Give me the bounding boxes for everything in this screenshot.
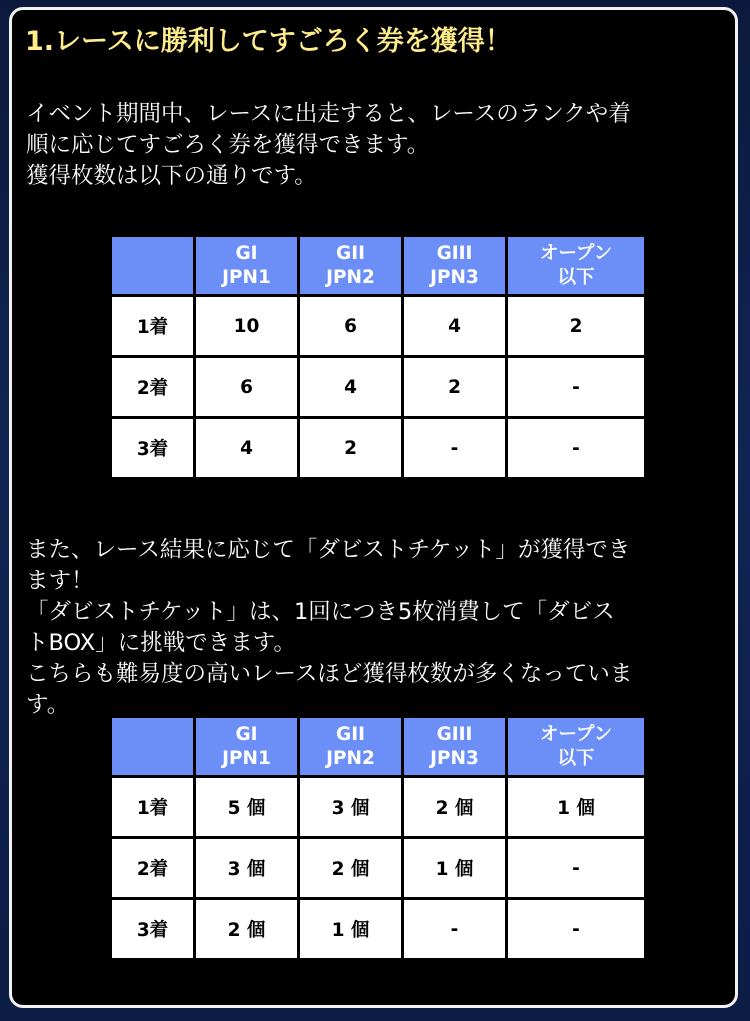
value-cell: 4 xyxy=(195,418,299,479)
place-cell: 2着 xyxy=(111,838,195,899)
place-cell: 3着 xyxy=(111,899,195,960)
place-cell: 3着 xyxy=(111,418,195,479)
header-grade-g3: GIII JPN3 xyxy=(403,236,507,296)
intro-paragraph xyxy=(26,99,631,192)
section-title: 1.レースに勝利してすごろく券を獲得！ xyxy=(25,26,512,57)
ticket-line: こちらも難易度の高いレースほど獲得枚数が多くなっていま xyxy=(26,661,633,687)
header-grade-open: オープン 以下 xyxy=(507,717,646,777)
place-cell: 1着 xyxy=(111,296,195,357)
header-grade-g3: GIII JPN3 xyxy=(403,717,507,777)
value-cell: - xyxy=(507,899,646,960)
table-header-row xyxy=(111,717,646,777)
intro-line: イベント期間中、レースに出走すると、レースのランクや着 xyxy=(26,101,631,127)
dabist-ticket-table xyxy=(109,715,647,961)
event-info-panel xyxy=(9,7,738,1008)
value-cell: 10 xyxy=(195,296,299,357)
value-cell: - xyxy=(403,899,507,960)
header-corner-cell xyxy=(111,717,195,777)
sugoroku-ticket-table xyxy=(109,234,647,480)
value-cell: 6 xyxy=(195,357,299,418)
value-cell: 3 個 xyxy=(195,838,299,899)
value-cell: 3 個 xyxy=(299,777,403,838)
value-cell: 1 個 xyxy=(403,838,507,899)
value-cell: 2 xyxy=(299,418,403,479)
value-cell: 2 個 xyxy=(403,777,507,838)
intro-line: 順に応じてすごろく券を獲得できます。 xyxy=(26,132,430,158)
value-cell: 4 xyxy=(299,357,403,418)
value-cell: 1 個 xyxy=(507,777,646,838)
ticket-line: ます！ xyxy=(26,568,94,594)
ticket-line: 「ダビストチケット」は、1回につき5枚消費して「ダビス xyxy=(26,599,615,625)
value-cell: 4 xyxy=(403,296,507,357)
intro-line: 獲得枚数は以下の通りです。 xyxy=(26,163,317,189)
header-grade-g1: GI JPN1 xyxy=(195,236,299,296)
header-grade-g2: GII JPN2 xyxy=(299,717,403,777)
ticket-line: トBOX」に挑戦できます。 xyxy=(26,630,296,656)
place-cell: 2着 xyxy=(111,357,195,418)
table-row xyxy=(111,418,646,479)
value-cell: - xyxy=(507,357,646,418)
value-cell: 6 xyxy=(299,296,403,357)
header-grade-g1: GI JPN1 xyxy=(195,717,299,777)
table-row xyxy=(111,777,646,838)
table-row xyxy=(111,838,646,899)
table-row xyxy=(111,357,646,418)
header-grade-open: オープン 以下 xyxy=(507,236,646,296)
value-cell: - xyxy=(507,418,646,479)
table-header-row xyxy=(111,236,646,296)
ticket-line: また、レース結果に応じて「ダビストチケット」が獲得でき xyxy=(26,537,631,563)
value-cell: 2 個 xyxy=(195,899,299,960)
table-row xyxy=(111,899,646,960)
value-cell: 2 個 xyxy=(299,838,403,899)
value-cell: 2 xyxy=(507,296,646,357)
table-row xyxy=(111,296,646,357)
value-cell: 5 個 xyxy=(195,777,299,838)
value-cell: - xyxy=(507,838,646,899)
value-cell: 2 xyxy=(403,357,507,418)
header-grade-g2: GII JPN2 xyxy=(299,236,403,296)
value-cell: 1 個 xyxy=(299,899,403,960)
value-cell: - xyxy=(403,418,507,479)
ticket-line: す。 xyxy=(26,692,70,718)
place-cell: 1着 xyxy=(111,777,195,838)
ticket-paragraph xyxy=(26,535,632,721)
header-corner-cell xyxy=(111,236,195,296)
